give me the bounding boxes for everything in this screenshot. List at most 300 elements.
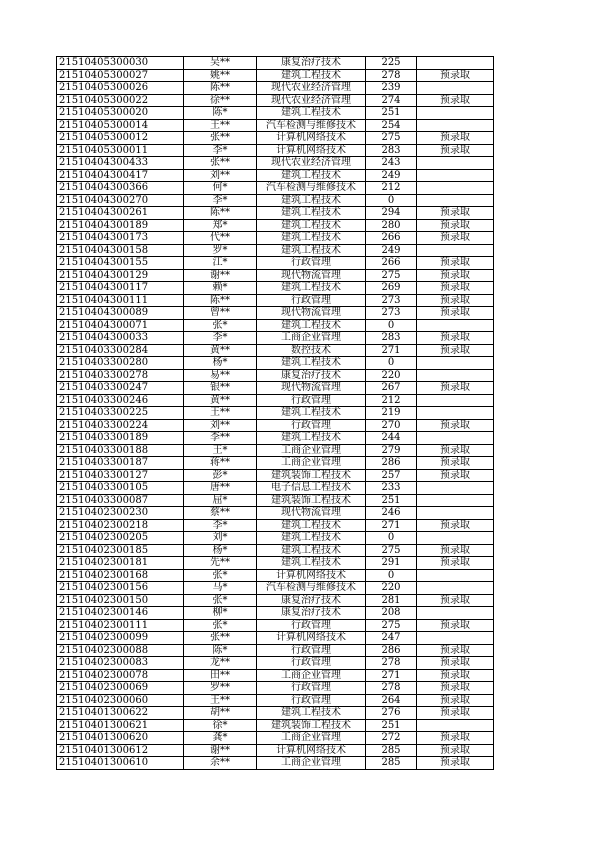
student-name-cell: 先**: [184, 557, 257, 570]
exam-number-cell: 21510403300127: [57, 469, 184, 482]
exam-number-cell: 21510403300224: [57, 419, 184, 432]
admission-status-cell: 预录取: [417, 282, 494, 295]
table-row: [57, 632, 494, 645]
major-cell: 建筑工程技术: [257, 519, 366, 532]
admission-status-cell: 预录取: [417, 657, 494, 670]
major-cell: 现代物流管理: [257, 307, 366, 320]
admission-status-cell: [417, 632, 494, 645]
admission-status-cell: 预录取: [417, 557, 494, 570]
admission-status-cell: [417, 569, 494, 582]
score-cell: 254: [366, 119, 417, 132]
score-cell: 269: [366, 282, 417, 295]
student-name-cell: 陈*: [184, 644, 257, 657]
table-row: [57, 532, 494, 545]
major-cell: 汽车检测与维修技术: [257, 182, 366, 195]
admission-status-cell: [417, 319, 494, 332]
admission-status-cell: 预录取: [417, 732, 494, 745]
table-row: [57, 307, 494, 320]
exam-number-cell: 21510401300621: [57, 719, 184, 732]
major-cell: 行政管理: [257, 682, 366, 695]
admission-status-cell: 预录取: [417, 144, 494, 157]
student-name-cell: 蒋**: [184, 457, 257, 470]
student-name-cell: 王**: [184, 119, 257, 132]
admission-status-cell: 预录取: [417, 344, 494, 357]
major-cell: 行政管理: [257, 394, 366, 407]
student-name-cell: 陈**: [184, 294, 257, 307]
student-name-cell: 吴**: [184, 57, 257, 70]
exam-number-cell: 21510403300246: [57, 394, 184, 407]
student-name-cell: 黄**: [184, 344, 257, 357]
score-cell: 266: [366, 257, 417, 270]
major-cell: 建筑工程技术: [257, 69, 366, 82]
table-row: [57, 244, 494, 257]
admission-status-cell: 预录取: [417, 519, 494, 532]
score-cell: 273: [366, 294, 417, 307]
score-cell: 275: [366, 269, 417, 282]
admission-status-cell: 预录取: [417, 294, 494, 307]
student-name-cell: 刘**: [184, 419, 257, 432]
exam-number-cell: 21510403300278: [57, 369, 184, 382]
score-cell: 249: [366, 169, 417, 182]
table-row: [57, 369, 494, 382]
table-row: [57, 69, 494, 82]
student-name-cell: 刘*: [184, 532, 257, 545]
score-cell: 278: [366, 682, 417, 695]
exam-number-cell: 21510403300280: [57, 357, 184, 370]
score-cell: 283: [366, 332, 417, 345]
student-name-cell: 胡**: [184, 707, 257, 720]
admission-status-cell: 预录取: [417, 257, 494, 270]
major-cell: 计算机网络技术: [257, 632, 366, 645]
major-cell: 建筑工程技术: [257, 532, 366, 545]
admission-status-cell: 预录取: [417, 694, 494, 707]
major-cell: 建筑装饰工程技术: [257, 494, 366, 507]
score-cell: 283: [366, 144, 417, 157]
table-row: [57, 557, 494, 570]
student-name-cell: 蔡**: [184, 507, 257, 520]
admission-status-cell: [417, 582, 494, 595]
student-name-cell: 李*: [184, 519, 257, 532]
score-cell: 267: [366, 382, 417, 395]
admission-status-cell: 预录取: [417, 69, 494, 82]
student-name-cell: 王**: [184, 407, 257, 420]
major-cell: 行政管理: [257, 419, 366, 432]
table-row: [57, 344, 494, 357]
table-row: [57, 269, 494, 282]
score-cell: 225: [366, 57, 417, 70]
admission-status-cell: [417, 369, 494, 382]
student-name-cell: 柳*: [184, 607, 257, 620]
exam-number-cell: 21510403300189: [57, 432, 184, 445]
table-row: [57, 394, 494, 407]
admission-status-cell: 预录取: [417, 594, 494, 607]
score-cell: 278: [366, 657, 417, 670]
table-row: [57, 57, 494, 70]
major-cell: 建筑工程技术: [257, 707, 366, 720]
student-name-cell: 李**: [184, 432, 257, 445]
score-cell: 279: [366, 444, 417, 457]
student-name-cell: 陈**: [184, 207, 257, 220]
exam-number-cell: 21510402300230: [57, 507, 184, 520]
admission-status-cell: 预录取: [417, 207, 494, 220]
exam-number-cell: 21510404300417: [57, 169, 184, 182]
admission-status-cell: [417, 244, 494, 257]
table-row: [57, 144, 494, 157]
admission-status-cell: 预录取: [417, 619, 494, 632]
exam-number-cell: 21510403300225: [57, 407, 184, 420]
admission-status-cell: [417, 482, 494, 495]
admission-status-cell: 预录取: [417, 757, 494, 770]
table-row: [57, 694, 494, 707]
major-cell: 康复治疗技术: [257, 57, 366, 70]
exam-number-cell: 21510402300181: [57, 557, 184, 570]
exam-number-cell: 21510403300087: [57, 494, 184, 507]
student-name-cell: 龙**: [184, 657, 257, 670]
table-row: [57, 719, 494, 732]
exam-number-cell: 21510404300117: [57, 282, 184, 295]
admission-status-cell: 预录取: [417, 382, 494, 395]
score-cell: 275: [366, 132, 417, 145]
major-cell: 建筑工程技术: [257, 544, 366, 557]
admission-status-cell: 预录取: [417, 669, 494, 682]
exam-number-cell: 21510404300261: [57, 207, 184, 220]
admission-status-cell: 预录取: [417, 744, 494, 757]
major-cell: 汽车检测与维修技术: [257, 119, 366, 132]
table-row: [57, 294, 494, 307]
score-cell: 285: [366, 757, 417, 770]
major-cell: 行政管理: [257, 644, 366, 657]
exam-number-cell: 21510405300020: [57, 107, 184, 120]
admission-status-cell: [417, 107, 494, 120]
exam-number-cell: 21510401300620: [57, 732, 184, 745]
major-cell: 现代物流管理: [257, 269, 366, 282]
major-cell: 计算机网络技术: [257, 144, 366, 157]
student-name-cell: 田**: [184, 669, 257, 682]
table-row: [57, 157, 494, 170]
exam-number-cell: 21510402300069: [57, 682, 184, 695]
admission-status-cell: [417, 607, 494, 620]
score-cell: 212: [366, 182, 417, 195]
table-row: [57, 519, 494, 532]
table-row: [57, 132, 494, 145]
score-cell: 271: [366, 344, 417, 357]
admission-status-cell: 预录取: [417, 682, 494, 695]
table-row: [57, 682, 494, 695]
major-cell: 行政管理: [257, 619, 366, 632]
admission-status-cell: 预录取: [417, 219, 494, 232]
score-cell: 286: [366, 457, 417, 470]
exam-number-cell: 21510402300111: [57, 619, 184, 632]
exam-number-cell: 21510401300612: [57, 744, 184, 757]
major-cell: 计算机网络技术: [257, 744, 366, 757]
table-row: [57, 82, 494, 95]
major-cell: 行政管理: [257, 294, 366, 307]
table-row: [57, 382, 494, 395]
major-cell: 现代农业经济管理: [257, 157, 366, 170]
admission-status-cell: [417, 119, 494, 132]
exam-number-cell: 21510402300218: [57, 519, 184, 532]
student-name-cell: 江*: [184, 257, 257, 270]
admission-status-cell: 预录取: [417, 469, 494, 482]
student-name-cell: 赖*: [184, 282, 257, 295]
student-name-cell: 屈*: [184, 494, 257, 507]
score-cell: 243: [366, 157, 417, 170]
student-name-cell: 张**: [184, 632, 257, 645]
table-row: [57, 582, 494, 595]
admission-status-cell: 预录取: [417, 457, 494, 470]
table-row: [57, 219, 494, 232]
exam-number-cell: 21510403300188: [57, 444, 184, 457]
score-cell: 0: [366, 569, 417, 582]
exam-number-cell: 21510404300270: [57, 194, 184, 207]
admission-status-cell: 预录取: [417, 544, 494, 557]
score-cell: 272: [366, 732, 417, 745]
score-cell: 208: [366, 607, 417, 620]
student-name-cell: 黄**: [184, 394, 257, 407]
exam-number-cell: 21510404300433: [57, 157, 184, 170]
major-cell: 建筑装饰工程技术: [257, 719, 366, 732]
table-row: [57, 94, 494, 107]
student-name-cell: 张**: [184, 132, 257, 145]
student-name-cell: 陈**: [184, 82, 257, 95]
score-cell: 285: [366, 744, 417, 757]
score-cell: 220: [366, 582, 417, 595]
admission-status-cell: 预录取: [417, 269, 494, 282]
table-row: [57, 619, 494, 632]
exam-number-cell: 21510405300026: [57, 82, 184, 95]
score-cell: 0: [366, 532, 417, 545]
admission-status-cell: [417, 357, 494, 370]
major-cell: 康复治疗技术: [257, 607, 366, 620]
student-name-cell: 罗*: [184, 244, 257, 257]
major-cell: 工商企业管理: [257, 444, 366, 457]
score-cell: 244: [366, 432, 417, 445]
exam-number-cell: 21510402300150: [57, 594, 184, 607]
score-cell: 251: [366, 494, 417, 507]
score-cell: 249: [366, 244, 417, 257]
student-name-cell: 张*: [184, 594, 257, 607]
student-name-cell: 马*: [184, 582, 257, 595]
major-cell: 现代物流管理: [257, 507, 366, 520]
exam-number-cell: 21510403300105: [57, 482, 184, 495]
major-cell: 计算机网络技术: [257, 132, 366, 145]
major-cell: 行政管理: [257, 257, 366, 270]
student-name-cell: 张*: [184, 619, 257, 632]
admission-status-cell: 预录取: [417, 444, 494, 457]
table-row: [57, 744, 494, 757]
score-cell: 257: [366, 469, 417, 482]
table-row: [57, 207, 494, 220]
exam-number-cell: 21510402300078: [57, 669, 184, 682]
admission-status-cell: 预录取: [417, 132, 494, 145]
table-row: [57, 569, 494, 582]
major-cell: 工商企业管理: [257, 732, 366, 745]
exam-number-cell: 21510404300189: [57, 219, 184, 232]
table-row: [57, 444, 494, 457]
student-name-cell: 姚**: [184, 69, 257, 82]
major-cell: 建筑工程技术: [257, 407, 366, 420]
admission-status-cell: 预录取: [417, 232, 494, 245]
admission-status-cell: [417, 157, 494, 170]
score-cell: 278: [366, 69, 417, 82]
major-cell: 工商企业管理: [257, 332, 366, 345]
major-cell: 建筑工程技术: [257, 194, 366, 207]
student-name-cell: 徐*: [184, 719, 257, 732]
score-cell: 280: [366, 219, 417, 232]
table-row: [57, 357, 494, 370]
student-name-cell: 曾**: [184, 307, 257, 320]
exam-number-cell: 21510404300089: [57, 307, 184, 320]
major-cell: 建筑工程技术: [257, 282, 366, 295]
score-cell: 275: [366, 619, 417, 632]
table-row: [57, 257, 494, 270]
major-cell: 建筑工程技术: [257, 557, 366, 570]
student-name-cell: 何*: [184, 182, 257, 195]
table-row: [57, 332, 494, 345]
admission-status-cell: 预录取: [417, 419, 494, 432]
table-row: [57, 594, 494, 607]
table-row: [57, 507, 494, 520]
major-cell: 建筑装饰工程技术: [257, 469, 366, 482]
exam-number-cell: 21510404300111: [57, 294, 184, 307]
exam-number-cell: 21510405300022: [57, 94, 184, 107]
score-cell: 212: [366, 394, 417, 407]
exam-number-cell: 21510403300187: [57, 457, 184, 470]
major-cell: 现代农业经济管理: [257, 94, 366, 107]
admission-status-cell: [417, 82, 494, 95]
major-cell: 建筑工程技术: [257, 207, 366, 220]
student-name-cell: 谢**: [184, 744, 257, 757]
student-name-cell: 郑*: [184, 219, 257, 232]
table-row: [57, 607, 494, 620]
admission-status-cell: [417, 494, 494, 507]
admission-status-cell: 预录取: [417, 307, 494, 320]
exam-number-cell: 21510402300205: [57, 532, 184, 545]
student-name-cell: 李*: [184, 332, 257, 345]
exam-number-cell: 21510401300610: [57, 757, 184, 770]
exam-number-cell: 21510405300012: [57, 132, 184, 145]
score-cell: 0: [366, 194, 417, 207]
student-name-cell: 刘**: [184, 169, 257, 182]
exam-number-cell: 21510404300366: [57, 182, 184, 195]
table-row: [57, 182, 494, 195]
score-cell: 276: [366, 707, 417, 720]
table-row: [57, 232, 494, 245]
exam-number-cell: 21510402300156: [57, 582, 184, 595]
student-name-cell: 唐**: [184, 482, 257, 495]
student-name-cell: 张**: [184, 157, 257, 170]
exam-number-cell: 21510402300099: [57, 632, 184, 645]
admission-status-cell: [417, 407, 494, 420]
student-name-cell: 王*: [184, 444, 257, 457]
exam-number-cell: 21510402300083: [57, 657, 184, 670]
exam-number-cell: 21510404300129: [57, 269, 184, 282]
score-cell: 247: [366, 632, 417, 645]
table-row: [57, 732, 494, 745]
table-row: [57, 469, 494, 482]
exam-number-cell: 21510402300060: [57, 694, 184, 707]
admission-status-cell: [417, 719, 494, 732]
major-cell: 建筑工程技术: [257, 169, 366, 182]
admission-status-cell: [417, 182, 494, 195]
admission-table: [56, 56, 494, 770]
admission-table-body: [57, 57, 494, 770]
major-cell: 行政管理: [257, 657, 366, 670]
table-row: [57, 419, 494, 432]
exam-number-cell: 21510402300088: [57, 644, 184, 657]
major-cell: 康复治疗技术: [257, 594, 366, 607]
exam-number-cell: 21510401300622: [57, 707, 184, 720]
score-cell: 291: [366, 557, 417, 570]
table-row: [57, 644, 494, 657]
admission-status-cell: [417, 532, 494, 545]
table-row: [57, 119, 494, 132]
exam-number-cell: 21510405300027: [57, 69, 184, 82]
table-row: [57, 319, 494, 332]
student-name-cell: 余**: [184, 757, 257, 770]
exam-number-cell: 21510404300071: [57, 319, 184, 332]
student-name-cell: 易**: [184, 369, 257, 382]
student-name-cell: 李*: [184, 144, 257, 157]
major-cell: 行政管理: [257, 694, 366, 707]
major-cell: 工商企业管理: [257, 457, 366, 470]
table-row: [57, 707, 494, 720]
student-name-cell: 龚*: [184, 732, 257, 745]
score-cell: 239: [366, 82, 417, 95]
table-row: [57, 757, 494, 770]
admission-status-cell: 预录取: [417, 644, 494, 657]
admission-status-cell: 预录取: [417, 94, 494, 107]
exam-number-cell: 21510404300033: [57, 332, 184, 345]
major-cell: 建筑工程技术: [257, 244, 366, 257]
major-cell: 建筑工程技术: [257, 219, 366, 232]
exam-number-cell: 21510403300247: [57, 382, 184, 395]
table-row: [57, 494, 494, 507]
score-cell: 294: [366, 207, 417, 220]
major-cell: 建筑工程技术: [257, 107, 366, 120]
admission-status-cell: [417, 394, 494, 407]
admission-status-cell: 预录取: [417, 707, 494, 720]
score-cell: 233: [366, 482, 417, 495]
exam-number-cell: 21510404300173: [57, 232, 184, 245]
exam-number-cell: 21510404300155: [57, 257, 184, 270]
score-cell: 251: [366, 719, 417, 732]
table-row: [57, 669, 494, 682]
student-name-cell: 彭*: [184, 469, 257, 482]
table-row: [57, 194, 494, 207]
score-cell: 274: [366, 94, 417, 107]
student-name-cell: 谢**: [184, 269, 257, 282]
admission-status-cell: [417, 194, 494, 207]
score-cell: 273: [366, 307, 417, 320]
major-cell: 建筑工程技术: [257, 232, 366, 245]
major-cell: 现代农业经济管理: [257, 82, 366, 95]
major-cell: 建筑工程技术: [257, 357, 366, 370]
exam-number-cell: 21510402300146: [57, 607, 184, 620]
admission-status-cell: [417, 432, 494, 445]
score-cell: 0: [366, 357, 417, 370]
score-cell: 286: [366, 644, 417, 657]
admission-status-cell: [417, 57, 494, 70]
student-name-cell: 张*: [184, 569, 257, 582]
admission-status-cell: [417, 507, 494, 520]
student-name-cell: 张*: [184, 319, 257, 332]
student-name-cell: 王**: [184, 694, 257, 707]
table-row: [57, 282, 494, 295]
score-cell: 275: [366, 544, 417, 557]
major-cell: 现代物流管理: [257, 382, 366, 395]
table-row: [57, 107, 494, 120]
